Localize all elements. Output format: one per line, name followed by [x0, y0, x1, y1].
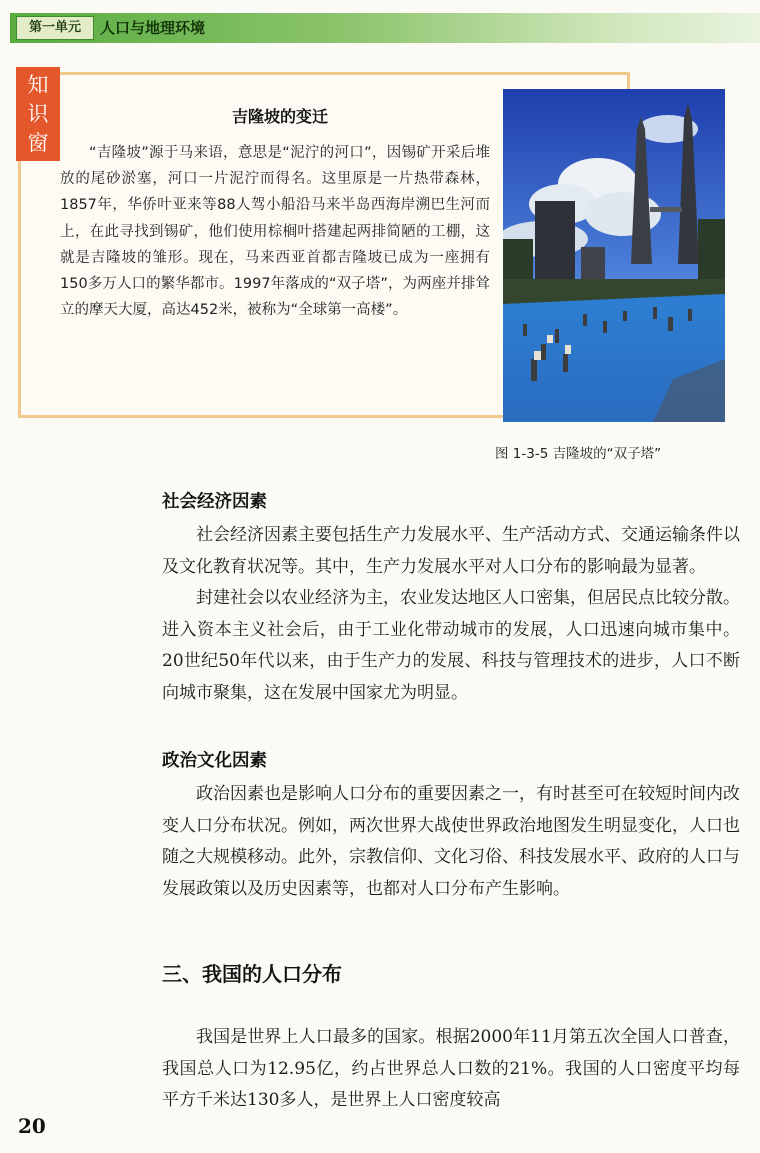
paragraph: 封建社会以农业经济为主，农业发达地区人口密集，但居民点比较分散。进入资本主义社会后，由于工业化带动城市的发展，人口迅速向城市集中。20世纪50年代以来，由于生产力的发展、科技与管理技术的进步，人口不断向城市聚集，这在发展中国家尤为明显。 [162, 588, 740, 703]
section-heading-china-population: 三、我国的人口分布 [162, 962, 342, 986]
knowledge-window-label [16, 67, 60, 161]
section-heading-socio-economic: 社会经济因素 [162, 492, 267, 512]
section-body-political-cultural [162, 779, 740, 905]
paragraph: 社会经济因素主要包括生产力发展水平、生产活动方式、交通运输条件以及文化教育状况等。其中，生产力发展水平对人口分布的影响最为显著。 [162, 525, 740, 577]
unit-title: 人口与地理环境 [100, 19, 206, 37]
page-number: 20 [18, 1114, 46, 1138]
section-body-socio-economic [162, 520, 740, 709]
unit-label: 第一单元 [16, 16, 94, 40]
paragraph: 政治因素也是影响人口分布的重要因素之一，有时甚至可在较短时间内改变人口分布状况。例如，两次世界大战使世界政治地图发生明显变化，人口也随之大规模移动。此外，宗教信仰、文化习俗、科技发展水平、政府的人口与发展政策以及历史因素等，也都对人口分布产生影响。 [162, 784, 740, 899]
section-body-china-population [162, 1022, 740, 1117]
knowledge-text [60, 140, 490, 323]
twin-towers-photo [503, 89, 725, 422]
knowledge-label-char: 知 [27, 73, 49, 97]
knowledge-label-char: 识 [27, 102, 49, 126]
paragraph: 我国是世界上人口最多的国家。根据2000年11月第五次全国人口普查，我国总人口为12.95亿，约占世界总人口数的21%。我国的人口密度平均每平方千米达130多人，是世界上人口密度较高 [162, 1027, 740, 1110]
section-heading-political-cultural: 政治文化因素 [162, 751, 267, 771]
knowledge-label-char: 窗 [27, 131, 49, 155]
knowledge-paragraph: “吉隆坡”源于马来语，意思是“泥泞的河口”，因锡矿开采后堆放的尾砂淤塞，河口一片泥泞而得名。这里原是一片热带森林，1857年，华侨叶亚来等88人驾小船沿马来半岛西海岸溯巴生河而上，在此寻找到锡矿，他们使用棕榈叶搭建起两排简陋的工棚，这就是吉隆坡的雏形。现在，马来西亚首都吉隆坡已成为一座拥有150多万人口的繁华都市。1997年落成的“双子塔”，为两座并排耸立的摩天大厦，高达452米，被称为“全球第一高楼”。 [60, 145, 490, 319]
figure-caption: 图 1-3-5 吉隆坡的“双子塔” [495, 446, 662, 462]
knowledge-title: 吉隆坡的变迁 [231, 107, 328, 126]
